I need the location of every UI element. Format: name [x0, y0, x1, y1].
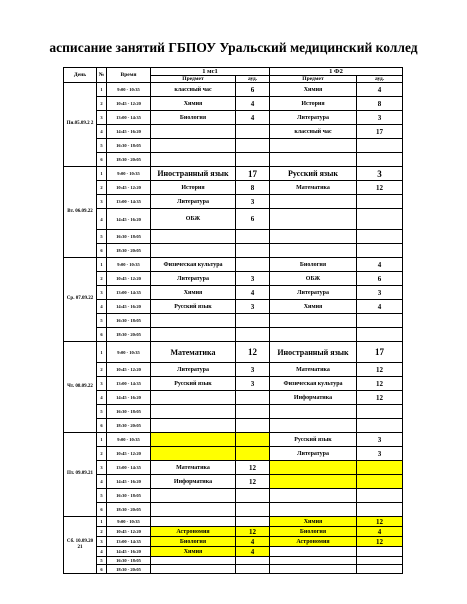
lesson-time: 18:30 - 20:05 [107, 153, 151, 167]
group-2-room [357, 244, 403, 258]
group-2-room [357, 195, 403, 209]
group-2-room [357, 489, 403, 503]
lesson-time: 14:45 - 16:20 [107, 125, 151, 139]
group-2-subject: Астрономия [270, 537, 357, 547]
group-1-room: 4 [236, 286, 270, 300]
table-row [64, 475, 403, 489]
lesson-time: 14:45 - 16:20 [107, 391, 151, 405]
lesson-number: 1 [97, 342, 107, 363]
table-row [64, 300, 403, 314]
lesson-number: 6 [97, 503, 107, 517]
group-2-room: 12 [357, 517, 403, 527]
group-2-subject: Информатика [270, 391, 357, 405]
header-num: № [97, 68, 107, 83]
group-2-subject: Математика [270, 181, 357, 195]
lesson-number: 4 [97, 475, 107, 489]
group-2-subject: Химия [270, 517, 357, 527]
lesson-time: 9:00 - 10:35 [107, 433, 151, 447]
lesson-time: 13:00 - 14:35 [107, 461, 151, 475]
group-1-subject: Литература [151, 195, 236, 209]
group-1-subject: Астрономия [151, 527, 236, 537]
table-row [64, 565, 403, 574]
header-room-2: ауд. [357, 76, 403, 83]
table-row [64, 557, 403, 565]
table-row [64, 391, 403, 405]
group-1-subject [151, 565, 236, 574]
group-1-room: 4 [236, 97, 270, 111]
lesson-time: 18:30 - 20:05 [107, 328, 151, 342]
lesson-number: 4 [97, 300, 107, 314]
table-row [64, 181, 403, 195]
group-1-subject: Информатика [151, 475, 236, 489]
group-1-subject [151, 230, 236, 244]
group-2-room: 6 [357, 272, 403, 286]
lesson-number: 3 [97, 461, 107, 475]
lesson-time: 13:00 - 14:35 [107, 286, 151, 300]
group-2-room [357, 547, 403, 557]
lesson-number: 4 [97, 125, 107, 139]
lesson-time: 16:30 - 18:05 [107, 405, 151, 419]
group-1-room [236, 565, 270, 574]
lesson-number: 6 [97, 328, 107, 342]
group-1-room: 4 [236, 547, 270, 557]
group-2-subject [270, 489, 357, 503]
group-1-room: 3 [236, 272, 270, 286]
group-2-subject: Биология [270, 527, 357, 537]
table-row [64, 286, 403, 300]
lesson-number: 5 [97, 314, 107, 328]
group-2-room: 12 [357, 181, 403, 195]
lesson-number: 4 [97, 209, 107, 230]
group-1-room: 12 [236, 527, 270, 537]
group-1-subject: Химия [151, 97, 236, 111]
group-1-subject [151, 557, 236, 565]
table-row [64, 167, 403, 181]
group-2-room [357, 405, 403, 419]
table-row [64, 503, 403, 517]
lesson-number: 2 [97, 363, 107, 377]
header-row-groups [64, 68, 403, 76]
group-2-room [357, 230, 403, 244]
group-1-room: 3 [236, 300, 270, 314]
group-1-room [236, 557, 270, 565]
group-1-room: 3 [236, 195, 270, 209]
group-1-subject: Иностранный язык [151, 167, 236, 181]
group-2-room: 4 [357, 300, 403, 314]
group-2-subject: классный час [270, 125, 357, 139]
group-1-subject: классный час [151, 83, 236, 97]
header-subject-2: Предмет [270, 76, 357, 83]
group-2-subject: История [270, 97, 357, 111]
table-row [64, 125, 403, 139]
table-row [64, 153, 403, 167]
group-2-room: 12 [357, 363, 403, 377]
lesson-time: 14:45 - 16:20 [107, 209, 151, 230]
lesson-number: 1 [97, 517, 107, 527]
group-2-room: 3 [357, 111, 403, 125]
table-row [64, 97, 403, 111]
group-2-subject [270, 314, 357, 328]
group-2-subject: Математика [270, 363, 357, 377]
group-2-subject [270, 461, 357, 475]
lesson-number: 1 [97, 433, 107, 447]
day-label: Пн.05.09.2 2 [64, 83, 97, 167]
table-row [64, 363, 403, 377]
lesson-time: 10:45 - 12:20 [107, 447, 151, 461]
table-row [64, 547, 403, 557]
group-2-room: 4 [357, 527, 403, 537]
table-row [64, 83, 403, 97]
header-day: День [64, 68, 97, 83]
group-2-subject [270, 209, 357, 230]
lesson-number: 3 [97, 377, 107, 391]
group-2-room: 12 [357, 537, 403, 547]
group-2-subject: Иностранный язык [270, 342, 357, 363]
table-row [64, 209, 403, 230]
group-1-subject: Химия [151, 547, 236, 557]
header-group-1: 1 мс1 [151, 68, 270, 76]
group-2-room [357, 328, 403, 342]
group-2-room: 3 [357, 167, 403, 181]
lesson-number: 5 [97, 405, 107, 419]
group-1-subject [151, 489, 236, 503]
lesson-number: 2 [97, 527, 107, 537]
header-room-1: ауд. [236, 76, 270, 83]
group-2-subject [270, 419, 357, 433]
table-row [64, 139, 403, 153]
lesson-number: 5 [97, 139, 107, 153]
group-2-subject [270, 557, 357, 565]
header-group-2: 1 Ф2 [270, 68, 403, 76]
group-2-room: 4 [357, 83, 403, 97]
lesson-number: 4 [97, 391, 107, 405]
group-2-subject: Биология [270, 258, 357, 272]
group-1-room [236, 230, 270, 244]
table-row [64, 342, 403, 363]
group-2-room: 12 [357, 377, 403, 391]
lesson-number: 6 [97, 419, 107, 433]
lesson-time: 9:00 - 10:35 [107, 83, 151, 97]
lesson-time: 9:00 - 10:35 [107, 167, 151, 181]
group-1-subject [151, 244, 236, 258]
group-1-room: 12 [236, 342, 270, 363]
group-1-room [236, 391, 270, 405]
group-2-subject [270, 547, 357, 557]
group-1-subject: Русский язык [151, 377, 236, 391]
day-label: Сб. 10.09.20 21 [64, 517, 97, 574]
table-row [64, 405, 403, 419]
group-2-room: 4 [357, 258, 403, 272]
group-1-room [236, 517, 270, 527]
group-2-room [357, 314, 403, 328]
group-2-subject: Литература [270, 111, 357, 125]
table-row [64, 419, 403, 433]
table-row [64, 537, 403, 547]
group-1-subject [151, 153, 236, 167]
group-2-room [357, 153, 403, 167]
group-1-room [236, 328, 270, 342]
group-2-room [357, 503, 403, 517]
group-2-subject: Физическая культура [270, 377, 357, 391]
group-2-room: 17 [357, 125, 403, 139]
group-1-subject: Литература [151, 272, 236, 286]
lesson-number: 2 [97, 272, 107, 286]
group-2-room [357, 475, 403, 489]
group-2-subject: Русский язык [270, 167, 357, 181]
group-1-room [236, 314, 270, 328]
lesson-time: 18:30 - 20:05 [107, 244, 151, 258]
lesson-number: 3 [97, 111, 107, 125]
group-1-subject [151, 433, 236, 447]
group-2-room [357, 557, 403, 565]
lesson-time: 18:30 - 20:05 [107, 419, 151, 433]
page-title: асписание занятий ГБПОУ Уральский медицинский коллед [49, 40, 418, 55]
lesson-time: 14:45 - 16:20 [107, 547, 151, 557]
group-1-room: 4 [236, 537, 270, 547]
table-row [64, 230, 403, 244]
group-1-room [236, 419, 270, 433]
group-1-subject: Физическая культура [151, 258, 236, 272]
group-1-room: 3 [236, 377, 270, 391]
lesson-time: 13:00 - 14:35 [107, 111, 151, 125]
group-2-subject: Русский язык [270, 433, 357, 447]
day-label: Вт. 06.09.22 [64, 167, 97, 258]
group-1-room: 6 [236, 209, 270, 230]
table-row [64, 447, 403, 461]
lesson-time: 9:00 - 10:35 [107, 517, 151, 527]
group-2-subject [270, 475, 357, 489]
group-1-room [236, 503, 270, 517]
lesson-time: 9:00 - 10:35 [107, 258, 151, 272]
lesson-time: 18:30 - 20:05 [107, 503, 151, 517]
lesson-number: 2 [97, 181, 107, 195]
group-1-subject: История [151, 181, 236, 195]
table-row [64, 489, 403, 503]
group-1-room: 3 [236, 363, 270, 377]
lesson-time: 13:00 - 14:35 [107, 537, 151, 547]
group-1-room [236, 405, 270, 419]
group-2-subject: Литература [270, 286, 357, 300]
table-row [64, 111, 403, 125]
group-2-room: 3 [357, 286, 403, 300]
table-row [64, 244, 403, 258]
group-1-room: 8 [236, 181, 270, 195]
table-row [64, 377, 403, 391]
lesson-time: 10:45 - 12:20 [107, 527, 151, 537]
group-1-subject: ОБЖ [151, 209, 236, 230]
lesson-number: 4 [97, 547, 107, 557]
lesson-number: 2 [97, 97, 107, 111]
table-row [64, 461, 403, 475]
group-1-subject: Химия [151, 286, 236, 300]
group-2-subject [270, 328, 357, 342]
table-row [64, 258, 403, 272]
group-1-room [236, 125, 270, 139]
group-2-subject [270, 230, 357, 244]
lesson-time: 16:30 - 18:05 [107, 230, 151, 244]
group-1-room [236, 489, 270, 503]
lesson-time: 16:30 - 18:05 [107, 557, 151, 565]
group-1-room: 12 [236, 461, 270, 475]
lesson-time: 10:45 - 12:20 [107, 272, 151, 286]
group-2-subject [270, 139, 357, 153]
group-1-room [236, 447, 270, 461]
lesson-number: 6 [97, 565, 107, 574]
group-2-room: 12 [357, 391, 403, 405]
lesson-time: 10:45 - 12:20 [107, 363, 151, 377]
table-row [64, 272, 403, 286]
group-2-subject: Химия [270, 300, 357, 314]
lesson-time: 14:45 - 16:20 [107, 300, 151, 314]
lesson-time: 9:00 - 10:35 [107, 342, 151, 363]
lesson-number: 5 [97, 489, 107, 503]
group-2-room: 8 [357, 97, 403, 111]
lesson-time: 10:45 - 12:20 [107, 181, 151, 195]
group-1-subject [151, 328, 236, 342]
group-1-subject [151, 503, 236, 517]
group-1-subject [151, 447, 236, 461]
lesson-number: 3 [97, 286, 107, 300]
group-2-subject: Литература [270, 447, 357, 461]
group-2-room: 3 [357, 447, 403, 461]
group-1-subject [151, 419, 236, 433]
header-time: Время [107, 68, 151, 83]
group-2-subject [270, 565, 357, 574]
group-2-room: 17 [357, 342, 403, 363]
group-1-subject: Русский язык [151, 300, 236, 314]
group-2-room: 3 [357, 433, 403, 447]
lesson-number: 1 [97, 258, 107, 272]
lesson-time: 13:00 - 14:35 [107, 377, 151, 391]
lesson-number: 6 [97, 244, 107, 258]
lesson-number: 1 [97, 167, 107, 181]
group-2-room [357, 419, 403, 433]
lesson-number: 3 [97, 195, 107, 209]
group-2-room [357, 209, 403, 230]
lesson-time: 16:30 - 18:05 [107, 314, 151, 328]
group-1-subject: Биология [151, 537, 236, 547]
lesson-time: 18:30 - 20:05 [107, 565, 151, 574]
group-1-subject [151, 517, 236, 527]
group-2-subject: ОБЖ [270, 272, 357, 286]
group-1-room: 17 [236, 167, 270, 181]
group-1-room: 4 [236, 111, 270, 125]
group-1-room [236, 433, 270, 447]
group-1-subject: Математика [151, 342, 236, 363]
table-row [64, 433, 403, 447]
lesson-number: 1 [97, 83, 107, 97]
group-1-room: 12 [236, 475, 270, 489]
table-row [64, 328, 403, 342]
header-subject-1: Предмет [151, 76, 236, 83]
group-1-room [236, 139, 270, 153]
group-2-subject [270, 153, 357, 167]
table-row [64, 527, 403, 537]
lesson-time: 10:45 - 12:20 [107, 97, 151, 111]
group-2-subject [270, 405, 357, 419]
group-2-room [357, 139, 403, 153]
group-1-room [236, 258, 270, 272]
group-2-subject [270, 195, 357, 209]
group-1-room [236, 244, 270, 258]
group-2-subject [270, 244, 357, 258]
group-1-subject: Литература [151, 363, 236, 377]
group-1-subject: Математика [151, 461, 236, 475]
group-2-room [357, 461, 403, 475]
group-1-subject [151, 405, 236, 419]
table-row [64, 195, 403, 209]
group-2-subject [270, 503, 357, 517]
lesson-number: 5 [97, 557, 107, 565]
lesson-number: 5 [97, 230, 107, 244]
lesson-number: 3 [97, 537, 107, 547]
lesson-time: 13:00 - 14:35 [107, 195, 151, 209]
group-1-subject [151, 125, 236, 139]
group-2-subject: Химия [270, 83, 357, 97]
lesson-time: 16:30 - 18:05 [107, 139, 151, 153]
lesson-number: 2 [97, 447, 107, 461]
lesson-time: 16:30 - 18:05 [107, 489, 151, 503]
table-row [64, 517, 403, 527]
group-1-subject [151, 139, 236, 153]
group-1-subject [151, 391, 236, 405]
group-1-room: 6 [236, 83, 270, 97]
lesson-number: 6 [97, 153, 107, 167]
lesson-time: 14:45 - 16:20 [107, 475, 151, 489]
group-1-subject: Биология [151, 111, 236, 125]
group-1-subject [151, 314, 236, 328]
day-label: Пт. 09.09.21 [64, 433, 97, 517]
day-label: Чт. 08.09.22 [64, 342, 97, 433]
group-1-room [236, 153, 270, 167]
schedule-table [63, 67, 403, 574]
group-2-room [357, 565, 403, 574]
table-row [64, 314, 403, 328]
day-label: Ср. 07.09.22 [64, 258, 97, 342]
